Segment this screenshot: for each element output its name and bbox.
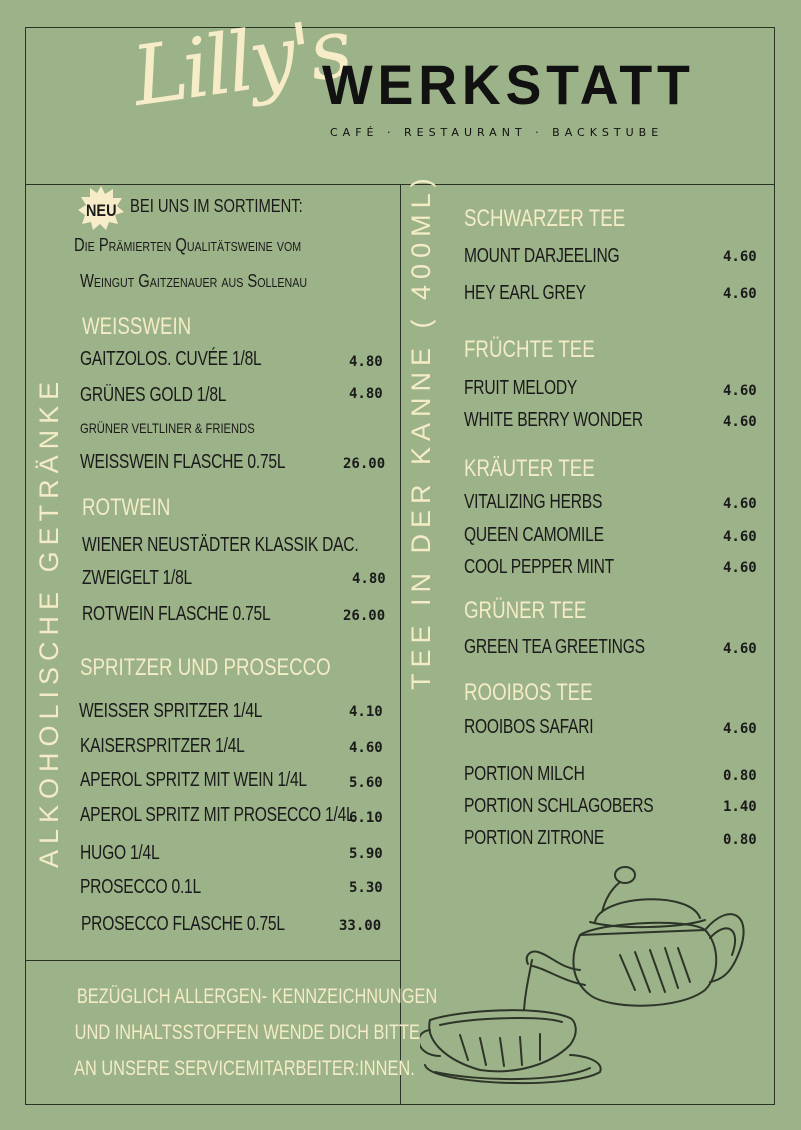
menu-item-name: HEY EARL GREY xyxy=(464,282,586,304)
logo-title: WERKSTATT xyxy=(322,53,695,116)
menu-item-name: GAITZOLOS. CUVÉE 1/8L xyxy=(80,348,262,370)
gruener-tee-heading: GRÜNER TEE xyxy=(464,597,587,624)
menu-item-price: 4.60 xyxy=(723,383,757,399)
menu-item-price: 33.00 xyxy=(339,918,382,934)
kraeuter-tee-heading: KRÄUTER TEE xyxy=(464,455,595,482)
intro-line-1: BEI UNS IM SORTIMENT: xyxy=(130,196,303,216)
rotwein-subtitle: WIENER NEUSTÄDTER KLASSIK DAC. xyxy=(82,534,359,556)
allergen-note-1: BEZÜGLICH ALLERGEN- KENNZEICHNUNGEN xyxy=(76,985,438,1008)
menu-item-name: APEROL SPRITZ MIT WEIN 1/4L xyxy=(80,769,307,791)
allergen-note-3: AN UNSERE SERVICEMITARBEITER:INNEN. xyxy=(74,1057,415,1080)
allergen-divider xyxy=(26,960,400,961)
allergen-note-2: UND INHALTSSTOFFEN WENDE DICH BITTE xyxy=(74,1021,420,1044)
teapot-and-cup-icon xyxy=(420,860,750,1100)
menu-item-name: PORTION ZITRONE xyxy=(464,827,605,849)
rotwein-heading: ROTWEIN xyxy=(82,494,171,521)
weisswein-heading: WEISSWEIN xyxy=(82,313,192,340)
menu-item-price: 4.60 xyxy=(723,414,757,430)
rooibos-tee-heading: ROOIBOS TEE xyxy=(464,679,593,706)
menu-item-price: 4.60 xyxy=(723,249,757,265)
column-divider xyxy=(400,184,401,1105)
menu-item-price: 0.80 xyxy=(723,768,757,784)
intro-line-3: Weingut Gaitzenauer aus Sollenau xyxy=(80,271,308,291)
menu-item-price: 4.80 xyxy=(352,571,386,587)
right-vertical-title: TEE IN DER KANNE ( 400ML) xyxy=(406,172,436,690)
logo-subtitle: CAFÉ · RESTAURANT · BACKSTUBE xyxy=(330,126,664,139)
menu-item-price: 4.60 xyxy=(723,529,757,545)
menu-item-price: 1.40 xyxy=(723,799,757,815)
menu-item-price: 5.30 xyxy=(349,880,383,896)
menu-item-name: FRUIT MELODY xyxy=(464,377,578,399)
menu-item-name: PROSECCO 0.1L xyxy=(80,876,201,898)
menu-item-name: ROOIBOS SAFARI xyxy=(464,716,594,738)
menu-item-price: 4.60 xyxy=(723,560,757,576)
menu-item-name: HUGO 1/4L xyxy=(80,842,160,864)
spritzer-heading: SPRITZER UND PROSECCO xyxy=(80,654,331,681)
menu-item-price: 4.10 xyxy=(349,704,383,720)
menu-item-name: APEROL SPRITZ MIT PROSECCO 1/4L xyxy=(80,804,355,826)
left-vertical-title: ALKOHOLISCHE GETRÄNKE xyxy=(34,375,64,868)
menu-item-name: KAISERSPRITZER 1/4L xyxy=(80,735,245,757)
menu-item-name: VITALIZING HERBS xyxy=(464,491,603,513)
menu-item-price: 4.80 xyxy=(349,354,383,370)
menu-item-name: COOL PEPPER MINT xyxy=(464,556,614,578)
menu-item-note: GRÜNER VELTLINER & FRIENDS xyxy=(80,420,255,436)
menu-item-price: 5.90 xyxy=(349,846,383,862)
menu-item-name: ROTWEIN FLASCHE 0.75L xyxy=(82,603,271,625)
menu-item-name: MOUNT DARJEELING xyxy=(464,245,620,267)
menu-item-name: WEISSER SPRITZER 1/4L xyxy=(79,700,263,722)
menu-item-price: 5.60 xyxy=(349,775,383,791)
intro-line-2: Die Prämierten Qualitätsweine vom xyxy=(74,235,302,255)
schwarzer-tee-heading: SCHWARZER TEE xyxy=(464,205,626,232)
menu-item-name: WEISSWEIN FLASCHE 0.75L xyxy=(80,451,286,473)
menu-item-name: PORTION MILCH xyxy=(464,763,585,785)
menu-item-price: 4.60 xyxy=(723,721,757,737)
menu-item-price: 6.10 xyxy=(349,810,383,826)
fruechte-tee-heading: FRÜCHTE TEE xyxy=(464,336,595,363)
menu-item-price: 4.60 xyxy=(349,740,383,756)
menu-item-name: WHITE BERRY WONDER xyxy=(464,409,643,431)
menu-item-price: 26.00 xyxy=(343,608,386,624)
menu-item-name: GRÜNES GOLD 1/8L xyxy=(80,384,227,406)
menu-item-price: 4.60 xyxy=(723,496,757,512)
menu-item-price: 4.80 xyxy=(349,386,383,402)
new-badge-label: NEU xyxy=(86,201,117,220)
menu-item-name: ZWEIGELT 1/8L xyxy=(82,567,192,589)
menu-item-name: QUEEN CAMOMILE xyxy=(464,524,604,546)
menu-item-price: 0.80 xyxy=(723,832,757,848)
menu-item-price: 4.60 xyxy=(723,286,757,302)
menu-item-name: GREEN TEA GREETINGS xyxy=(464,636,645,658)
menu-item-price: 26.00 xyxy=(343,456,386,472)
menu-item-name: PORTION SCHLAGOBERS xyxy=(464,795,654,817)
menu-item-price: 4.60 xyxy=(723,641,757,657)
menu-item-name: PROSECCO FLASCHE 0.75L xyxy=(81,913,285,935)
logo-script: Lilly's xyxy=(126,0,354,125)
